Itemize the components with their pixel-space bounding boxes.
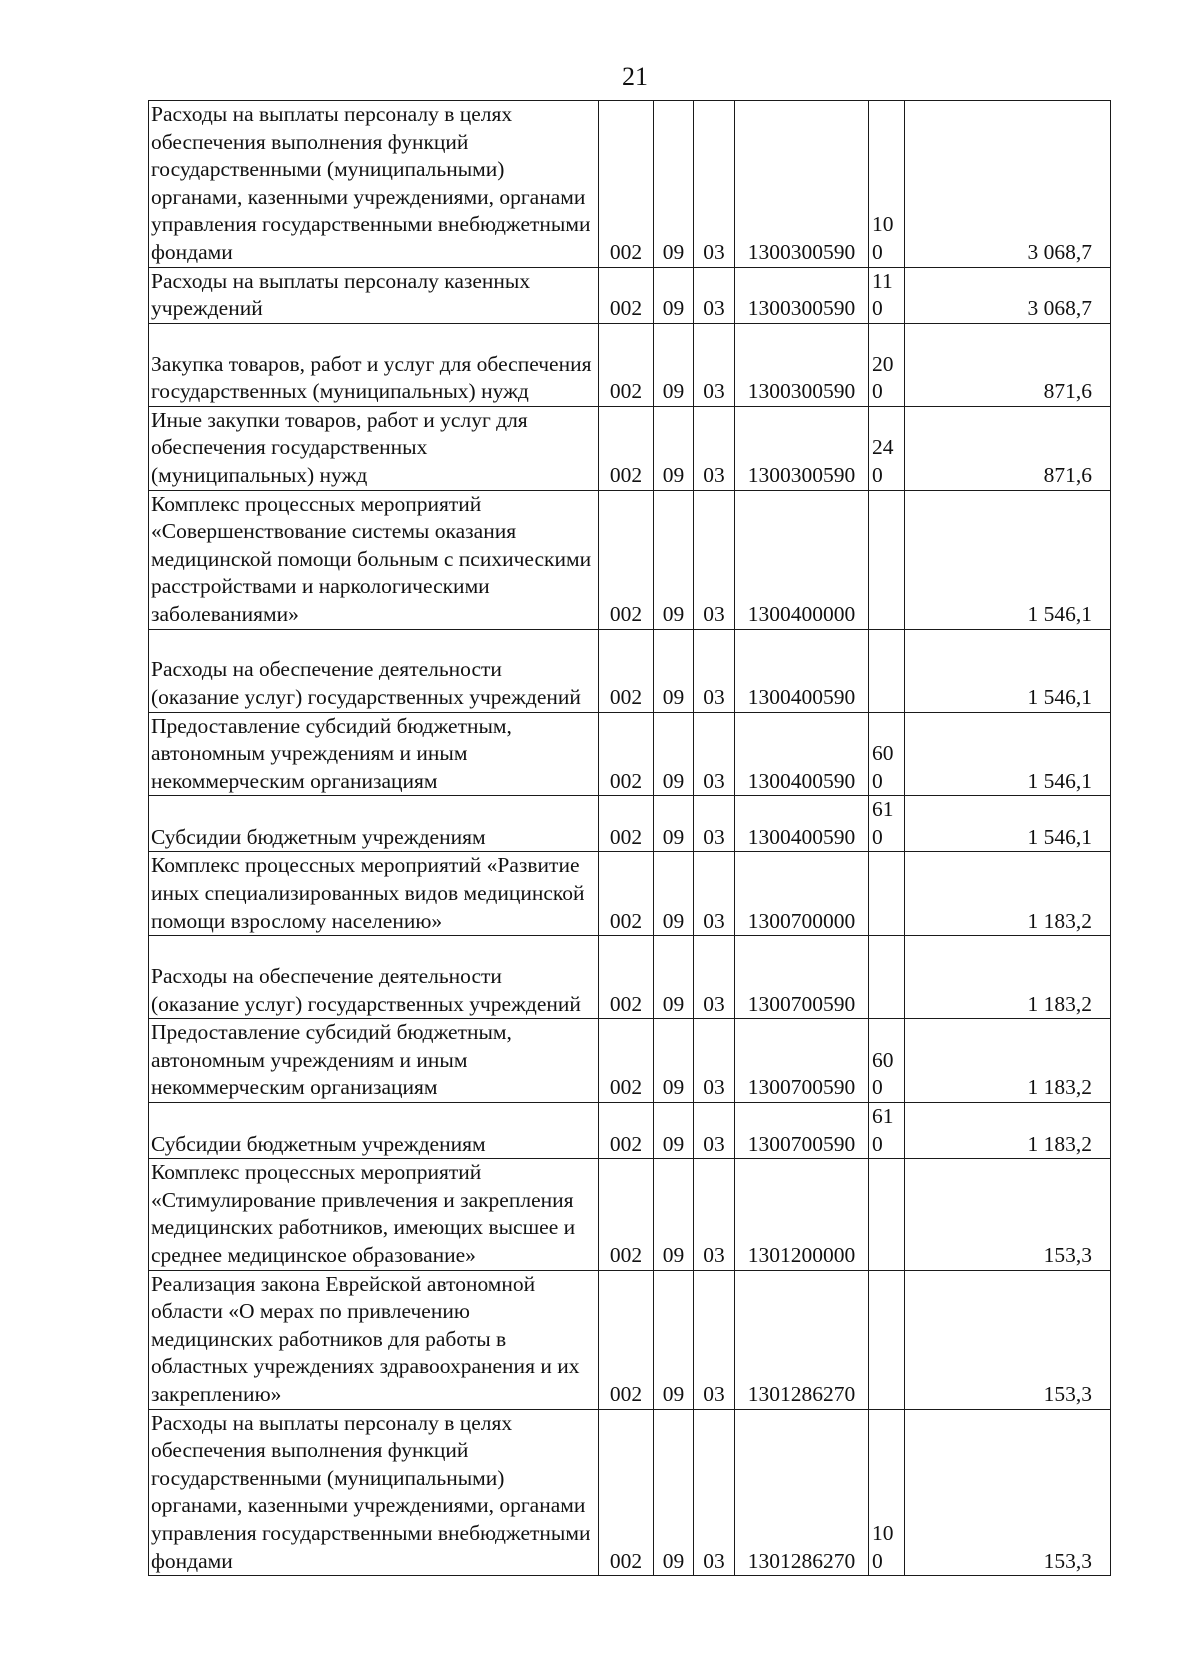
row-grbs-code xyxy=(599,101,654,268)
row-expense-type-code xyxy=(869,406,905,490)
row-name xyxy=(149,1270,599,1409)
row-grbs-code-text: 002 xyxy=(609,908,643,933)
row-grbs-code-text: 002 xyxy=(609,684,643,709)
row-target-article-code-text: 1300400590 xyxy=(747,684,856,709)
row-target-article-code-text: 1301286270 xyxy=(747,1381,856,1406)
row-name xyxy=(149,490,599,629)
row-target-article-code-text: 1301286270 xyxy=(747,1548,856,1573)
table-row xyxy=(149,852,1111,936)
row-amount-text: 1 546,1 xyxy=(1027,684,1092,709)
row-expense-type-code xyxy=(869,1159,905,1270)
row-target-article-code xyxy=(735,796,869,852)
row-amount xyxy=(905,712,1111,796)
row-subsection-code xyxy=(694,490,735,629)
row-expense-type-code xyxy=(869,323,905,406)
row-amount xyxy=(905,267,1111,323)
table-row xyxy=(149,267,1111,323)
row-target-article-code-text: 1300400590 xyxy=(747,824,856,849)
row-section-code-text: 09 xyxy=(662,239,685,264)
row-expense-type-code xyxy=(869,267,905,323)
row-section-code xyxy=(654,323,694,406)
row-expense-type-code-text: 110 xyxy=(872,268,893,321)
row-amount xyxy=(905,1103,1111,1159)
row-name xyxy=(149,323,599,406)
page-number: 21 xyxy=(622,62,648,91)
row-name xyxy=(149,629,599,712)
row-amount-text: 1 183,2 xyxy=(1027,991,1092,1016)
row-amount xyxy=(905,1019,1111,1103)
row-target-article-code-text: 1300300590 xyxy=(747,462,856,487)
row-name-text: Предоставление субсидий бюджетным, автономным учреждениям и иным некоммерческим организациям xyxy=(151,1020,512,1100)
row-name-text: Расходы на выплаты персоналу в целях обеспечения выполнения функций государственными (муниципальными) органами, казенными учреждениями, органами управления государственными внебюджетными фондами xyxy=(151,102,591,264)
row-grbs-code-text: 002 xyxy=(609,379,643,404)
row-amount xyxy=(905,1270,1111,1409)
row-amount xyxy=(905,796,1111,852)
row-section-code xyxy=(654,1103,694,1159)
row-section-code-text: 09 xyxy=(662,1548,685,1573)
row-section-code xyxy=(654,936,694,1019)
row-grbs-code xyxy=(599,1103,654,1159)
row-expense-type-code xyxy=(869,1270,905,1409)
table-row xyxy=(149,1159,1111,1270)
row-name xyxy=(149,1103,599,1159)
row-grbs-code-text: 002 xyxy=(609,462,643,487)
budget-table xyxy=(148,100,1111,1576)
table-row xyxy=(149,712,1111,796)
row-amount-text: 153,3 xyxy=(1043,1381,1092,1406)
row-section-code-text: 09 xyxy=(662,379,685,404)
row-target-article-code xyxy=(735,629,869,712)
row-subsection-code-text: 03 xyxy=(703,1381,725,1406)
row-expense-type-code-text: 600 xyxy=(872,741,894,793)
row-section-code-text: 09 xyxy=(662,1131,685,1156)
table-row xyxy=(149,490,1111,629)
row-target-article-code xyxy=(735,267,869,323)
row-amount-text: 1 546,1 xyxy=(1027,768,1092,793)
row-target-article-code-text: 1300700590 xyxy=(747,1131,856,1156)
row-grbs-code-text: 002 xyxy=(609,1075,643,1100)
row-subsection-code-text: 03 xyxy=(703,1075,725,1100)
row-subsection-code xyxy=(694,796,735,852)
row-subsection-code xyxy=(694,629,735,712)
table-row xyxy=(149,1270,1111,1409)
table-row xyxy=(149,936,1111,1019)
row-amount xyxy=(905,101,1111,268)
row-grbs-code xyxy=(599,936,654,1019)
row-grbs-code-text: 002 xyxy=(609,296,643,321)
row-grbs-code-text: 002 xyxy=(609,991,643,1016)
row-target-article-code xyxy=(735,101,869,268)
row-name-text: Субсидии бюджетным учреждениям xyxy=(151,1131,486,1156)
row-subsection-code xyxy=(694,323,735,406)
row-subsection-code xyxy=(694,1103,735,1159)
row-expense-type-code xyxy=(869,852,905,936)
row-amount xyxy=(905,1409,1111,1576)
row-amount-text: 1 183,2 xyxy=(1027,1131,1092,1156)
row-name xyxy=(149,852,599,936)
row-grbs-code-text: 002 xyxy=(609,1131,643,1156)
row-section-code xyxy=(654,267,694,323)
row-subsection-code xyxy=(694,1409,735,1576)
row-section-code xyxy=(654,406,694,490)
table-row xyxy=(149,101,1111,268)
row-amount-text: 871,6 xyxy=(1043,379,1092,404)
row-expense-type-code-text: 100 xyxy=(872,1520,894,1573)
row-amount xyxy=(905,1159,1111,1270)
row-section-code-text: 09 xyxy=(662,1075,685,1100)
row-name-text: Субсидии бюджетным учреждениям xyxy=(151,824,486,849)
row-amount-text: 3 068,7 xyxy=(1027,296,1092,321)
row-expense-type-code xyxy=(869,1103,905,1159)
row-expense-type-code-text: 610 xyxy=(872,797,894,849)
row-subsection-code xyxy=(694,267,735,323)
row-subsection-code-text: 03 xyxy=(703,908,725,933)
row-expense-type-code-text: 610 xyxy=(872,1104,894,1156)
row-grbs-code-text: 002 xyxy=(609,1548,643,1573)
row-target-article-code xyxy=(735,490,869,629)
row-subsection-code-text: 03 xyxy=(703,601,725,626)
row-subsection-code-text: 03 xyxy=(703,991,725,1016)
row-name-text: Реализация закона Еврейской автономной области «О мерах по привлечению медицинских работников для работы в областных учреждениях здравоохранения и их закреплению» xyxy=(151,1271,580,1406)
row-section-code-text: 09 xyxy=(662,296,685,321)
row-grbs-code-text: 002 xyxy=(609,239,643,264)
row-section-code-text: 09 xyxy=(662,1243,685,1267)
table-row xyxy=(149,1103,1111,1159)
row-subsection-code-text: 03 xyxy=(703,1131,725,1156)
row-target-article-code-text: 1300700000 xyxy=(747,908,856,933)
row-expense-type-code xyxy=(869,936,905,1019)
row-section-code-text: 09 xyxy=(662,824,685,849)
row-amount-text: 871,6 xyxy=(1043,462,1092,487)
row-name xyxy=(149,267,599,323)
row-target-article-code xyxy=(735,1409,869,1576)
table-row xyxy=(149,406,1111,490)
row-target-article-code xyxy=(735,936,869,1019)
row-name xyxy=(149,796,599,852)
row-amount xyxy=(905,323,1111,406)
row-name-text: Расходы на обеспечение деятельности (оказание услуг) государственных учреждений xyxy=(151,657,581,709)
row-target-article-code xyxy=(735,712,869,796)
row-grbs-code-text: 002 xyxy=(609,1243,643,1267)
row-expense-type-code-text: 600 xyxy=(872,1047,894,1100)
row-name-text: Комплекс процессных мероприятий «Совершенствование системы оказания медицинской помощи больным с психическими расстройствами и наркологическими заболеваниями» xyxy=(151,491,592,626)
row-name-text: Комплекс процессных мероприятий «Стимулирование привлечения и закрепления медицинских работников, имеющих высшее и среднее медицинское образование» xyxy=(151,1160,576,1267)
row-expense-type-code xyxy=(869,629,905,712)
row-name-text: Иные закупки товаров, работ и услуг для обеспечения государственных (муниципальных) нужд xyxy=(151,407,528,487)
row-section-code xyxy=(654,796,694,852)
row-expense-type-code xyxy=(869,1019,905,1103)
row-name-text: Предоставление субсидий бюджетным, автономным учреждениям и иным некоммерческим организациям xyxy=(151,713,512,793)
row-subsection-code xyxy=(694,1270,735,1409)
row-subsection-code-text: 03 xyxy=(703,379,725,404)
row-subsection-code-text: 03 xyxy=(703,768,725,793)
row-expense-type-code-text: 200 xyxy=(872,351,894,404)
row-section-code xyxy=(654,1270,694,1409)
row-section-code xyxy=(654,712,694,796)
row-target-article-code xyxy=(735,323,869,406)
row-target-article-code xyxy=(735,1270,869,1409)
row-expense-type-code xyxy=(869,796,905,852)
row-grbs-code-text: 002 xyxy=(609,768,643,793)
row-section-code-text: 09 xyxy=(662,601,685,626)
table-row xyxy=(149,796,1111,852)
row-amount xyxy=(905,936,1111,1019)
row-amount xyxy=(905,490,1111,629)
row-name-text: Комплекс процессных мероприятий «Развитие иных специализированных видов медицинской помощи взрослому населению» xyxy=(151,853,585,933)
budget-table-body xyxy=(149,101,1111,1576)
row-grbs-code xyxy=(599,712,654,796)
row-expense-type-code-text: 100 xyxy=(872,212,894,264)
row-subsection-code xyxy=(694,936,735,1019)
row-subsection-code xyxy=(694,101,735,268)
row-grbs-code xyxy=(599,323,654,406)
row-grbs-code xyxy=(599,1019,654,1103)
row-section-code xyxy=(654,1159,694,1270)
row-subsection-code-text: 03 xyxy=(703,1548,725,1573)
row-grbs-code xyxy=(599,490,654,629)
row-subsection-code-text: 03 xyxy=(703,462,725,487)
row-subsection-code-text: 03 xyxy=(703,684,725,709)
row-expense-type-code xyxy=(869,101,905,268)
row-grbs-code xyxy=(599,267,654,323)
row-amount-text: 1 183,2 xyxy=(1027,908,1092,933)
row-name-text: Расходы на выплаты персоналу казенных учреждений xyxy=(151,268,531,321)
row-expense-type-code xyxy=(869,1409,905,1576)
row-target-article-code-text: 1300300590 xyxy=(747,239,856,264)
row-subsection-code xyxy=(694,852,735,936)
row-name xyxy=(149,1019,599,1103)
row-name xyxy=(149,712,599,796)
row-section-code xyxy=(654,490,694,629)
row-target-article-code xyxy=(735,852,869,936)
row-name-text: Закупка товаров, работ и услуг для обеспечения государственных (муниципальных) нужд xyxy=(151,351,592,404)
row-name xyxy=(149,1159,599,1270)
table-row xyxy=(149,323,1111,406)
row-section-code-text: 09 xyxy=(662,908,685,933)
row-amount-text: 153,3 xyxy=(1043,1548,1092,1573)
row-grbs-code-text: 002 xyxy=(609,601,643,626)
row-target-article-code-text: 1301200000 xyxy=(747,1243,856,1267)
row-section-code xyxy=(654,629,694,712)
row-name xyxy=(149,406,599,490)
row-target-article-code xyxy=(735,1019,869,1103)
row-grbs-code xyxy=(599,1409,654,1576)
row-target-article-code xyxy=(735,1159,869,1270)
row-expense-type-code-text: 240 xyxy=(872,435,894,487)
row-subsection-code-text: 03 xyxy=(703,1243,725,1267)
row-name xyxy=(149,936,599,1019)
row-amount-text: 3 068,7 xyxy=(1027,239,1092,264)
row-name-text: Расходы на обеспечение деятельности (оказание услуг) государственных учреждений xyxy=(151,964,581,1016)
row-name-text: Расходы на выплаты персоналу в целях обеспечения выполнения функций государственными (муниципальными) органами, казенными учреждениями, органами управления государственными внебюджетными фондами xyxy=(151,1410,591,1573)
row-section-code xyxy=(654,1019,694,1103)
row-target-article-code-text: 1300300590 xyxy=(747,296,856,321)
row-grbs-code xyxy=(599,1159,654,1270)
row-grbs-code-text: 002 xyxy=(609,1381,643,1406)
row-target-article-code-text: 1300300590 xyxy=(747,379,856,404)
row-amount xyxy=(905,852,1111,936)
row-amount-text: 153,3 xyxy=(1043,1243,1092,1267)
row-section-code-text: 09 xyxy=(662,768,685,793)
row-section-code-text: 09 xyxy=(662,462,685,487)
row-subsection-code-text: 03 xyxy=(703,824,725,849)
row-subsection-code xyxy=(694,1019,735,1103)
row-amount xyxy=(905,406,1111,490)
row-grbs-code xyxy=(599,852,654,936)
row-section-code-text: 09 xyxy=(662,991,685,1016)
row-target-article-code-text: 1300700590 xyxy=(747,1075,856,1100)
row-amount-text: 1 546,1 xyxy=(1027,601,1092,626)
row-section-code xyxy=(654,1409,694,1576)
table-row xyxy=(149,629,1111,712)
row-target-article-code-text: 1300400000 xyxy=(747,601,856,626)
row-target-article-code xyxy=(735,406,869,490)
row-grbs-code xyxy=(599,796,654,852)
row-grbs-code-text: 002 xyxy=(609,824,643,849)
row-subsection-code xyxy=(694,1159,735,1270)
row-amount-text: 1 546,1 xyxy=(1027,824,1092,849)
row-grbs-code xyxy=(599,1270,654,1409)
row-grbs-code xyxy=(599,629,654,712)
row-grbs-code xyxy=(599,406,654,490)
row-subsection-code-text: 03 xyxy=(703,239,725,264)
row-subsection-code xyxy=(694,406,735,490)
table-row xyxy=(149,1019,1111,1103)
row-section-code-text: 09 xyxy=(662,684,685,709)
row-target-article-code-text: 1300700590 xyxy=(747,991,856,1016)
row-amount xyxy=(905,629,1111,712)
row-section-code xyxy=(654,852,694,936)
row-name xyxy=(149,1409,599,1576)
table-row xyxy=(149,1409,1111,1576)
row-name xyxy=(149,101,599,268)
row-section-code-text: 09 xyxy=(662,1381,685,1406)
row-target-article-code xyxy=(735,1103,869,1159)
row-section-code xyxy=(654,101,694,268)
row-expense-type-code xyxy=(869,712,905,796)
row-subsection-code xyxy=(694,712,735,796)
row-target-article-code-text: 1300400590 xyxy=(747,768,856,793)
row-amount-text: 1 183,2 xyxy=(1027,1075,1092,1100)
row-expense-type-code xyxy=(869,490,905,629)
row-subsection-code-text: 03 xyxy=(703,296,725,321)
